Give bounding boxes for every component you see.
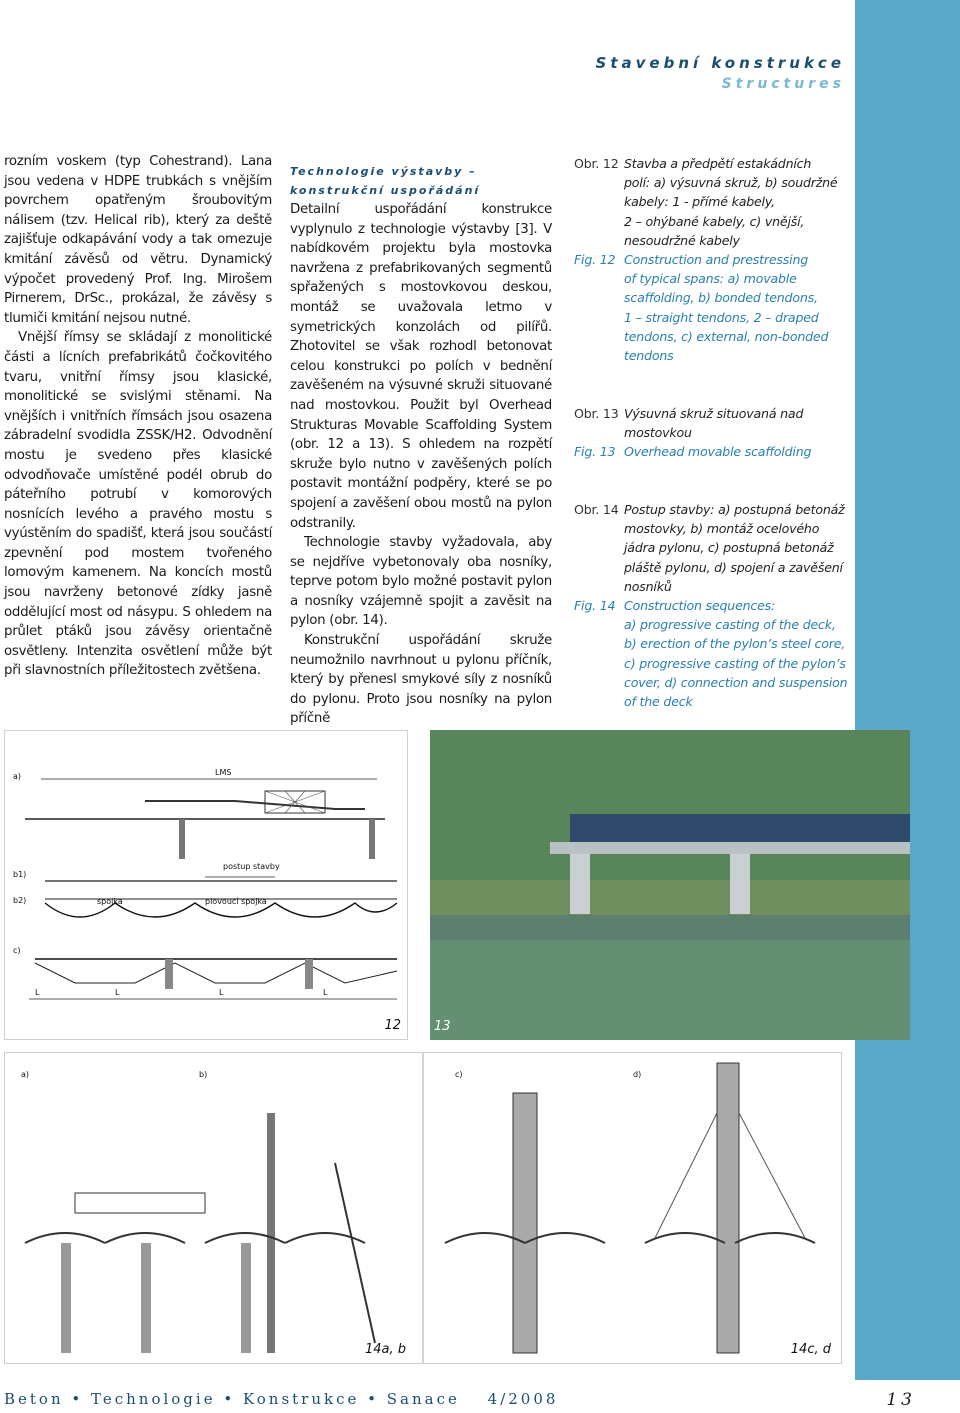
journal-name	[4, 1390, 558, 1408]
fig12-tendon-external	[35, 963, 397, 983]
fig12-label-b2: b2)	[13, 896, 27, 905]
section-title-en: Structures	[721, 76, 845, 92]
caption-label: Obr. 12	[574, 156, 619, 171]
caption-text: cover, d) connection and suspension	[624, 674, 848, 690]
caption-text: of the deck	[624, 694, 693, 710]
fig12-label-L: L	[219, 988, 224, 997]
fig13-reflection	[430, 940, 910, 1040]
fig14-label-d: d)	[633, 1070, 642, 1079]
fig14-a-deck	[25, 1233, 185, 1243]
caption-text: Construction and prestressing	[624, 252, 809, 268]
fig13-bank	[430, 880, 910, 920]
caption-fig-13	[574, 404, 854, 462]
caption-text: 1 – straight tendons, 2 – draped	[624, 309, 819, 325]
caption-label: Obr. 14	[574, 502, 619, 517]
fig14-b-pier	[241, 1243, 251, 1353]
fig12-label-L: L	[35, 988, 40, 997]
fig12-label-L: L	[323, 988, 328, 997]
fig14-svg	[5, 1053, 841, 1363]
caption-text: 2 – ohýbané kabely, c) vnější,	[624, 213, 805, 229]
fig12-label-postup: postup stavby	[223, 862, 280, 871]
fig12-label-lms: LMS	[215, 768, 232, 777]
caption-text: of typical spans: a) movable	[624, 271, 797, 287]
caption-text: nosníků	[624, 578, 672, 594]
col2-paragraph-1: Detailní uspořádání konstrukce vyplynulo z technologie výstavby [3]. V nabídkovém projektu byla mostovka navržena z prefabrikovaných segmentů spřažených s mostovkovou deskou, montáž se uvažovala letmo v symetrických konzolách od pilířů. Zhotovitel se však rozhodl betonovat celou konstrukci po polích v bednění zavěšeném na výsuvné skruži situované nad mostovkou. Použit byl Overhead Strukturas Movable Scaffolding System (obr. 12 a 13). S ohledem na rozpětí skruže bylo nutno v zavěšených polích postavit montážní podpěry, které se po spojení a zavěšení obou mostů na pylon odstranily.	[290, 202, 552, 531]
fig14-a-scaffold	[75, 1193, 205, 1213]
section-heading-line-2: konstrukční uspořádání	[290, 184, 481, 197]
fig14-number-ab: 14a, b	[365, 1342, 407, 1357]
fig12-pier	[369, 819, 375, 859]
fig13-scaffold	[570, 814, 910, 844]
fig14-label-b: b)	[199, 1070, 208, 1079]
fig12-label-b1: b1)	[13, 870, 27, 879]
fig14-d-cable	[655, 1113, 717, 1238]
fig13-pier	[570, 854, 590, 914]
caption-text: jádra pylonu, c) postupná betonáž	[624, 540, 834, 556]
fig12-label-spojka: spojka	[97, 897, 123, 906]
caption-text: pláště pylonu, d) spojení a zavěšení	[624, 559, 843, 575]
caption-text: b) erection of the pylon’s steel core,	[624, 636, 846, 652]
caption-text: tendons	[624, 348, 674, 364]
journal-title: Beton • Technologie • Konstrukce • Sanace	[4, 1390, 460, 1408]
caption-text: Postup stavby: a) postupná betonáž	[624, 502, 845, 517]
caption-text: nesoudržné kabely	[624, 232, 740, 248]
fig12-svg	[5, 731, 407, 1039]
fig12-label-a: a)	[13, 772, 22, 781]
caption-text: Construction sequences:	[624, 598, 776, 614]
side-stripe	[855, 0, 960, 1380]
caption-text: mostovky, b) montáž ocelového	[624, 521, 820, 537]
fig12-label-L: L	[115, 988, 120, 997]
text-column-1	[4, 152, 272, 681]
caption-label: Fig. 14	[574, 598, 616, 614]
fig12-pier	[179, 819, 185, 859]
fig14-a-pier	[61, 1243, 71, 1353]
caption-text: Overhead movable scaffolding	[624, 444, 812, 460]
fig12-pier-c	[305, 959, 313, 989]
fig13-deck	[550, 842, 910, 854]
caption-label: Obr. 13	[574, 406, 619, 421]
caption-text: tendons, c) external, non-bonded	[624, 328, 829, 344]
figure-14-drawing	[4, 1052, 842, 1364]
fig13-number: 13	[434, 1019, 451, 1034]
fig12-scaffold-girder	[145, 801, 365, 809]
fig12-scaffold-bracing	[265, 791, 325, 813]
figure-13-photo	[430, 730, 910, 1040]
fig14-d-cable	[739, 1113, 805, 1238]
fig14-d-pylon	[717, 1063, 739, 1353]
col1-paragraph-2: Vnější římsy se skládají z monolitické části a lícních prefabrikátů čočkovitého tvaru, vnitřní římsy jsou klasické, monolitické se svislými stěnami. Na vnějších i vnitřních římsách jsou osazena zábradelní svodidla ZSSK/H2. Odvodnění mostu je svedeno přes klasické odvodňovače umístěné podél obrub do páteřního potrubí v komorových nosnících levého a pravého mostu s vyústěním do spadišť, která jsou součástí zpevnění pod mostem tvořeného lomovým kamenem. Na koncích mostů jsou navrženy betonové zídky jasně oddělující most od násypu. S ohledem na průlet ptáků jsou závěsy orientačně osvětleny. Intenzita osvětlení může být při slavnostních příležitostech zvětšena.	[4, 330, 272, 679]
journal-issue: 4/2008	[487, 1390, 559, 1408]
col2-paragraph-3: Konstrukční uspořádání skruže neumožnilo navrhnout u pylonu příčník, který by přenesl smykové síly z nosníků do pylonu. Proto jsou nosníky na pylon příčně	[290, 633, 552, 727]
caption-text: polí: a) výsuvná skruž, b) soudržné	[624, 175, 838, 191]
fig14-c-pylon	[513, 1093, 537, 1353]
fig12-number: 12	[384, 1018, 401, 1033]
caption-text: scaffolding, b) bonded tendons,	[624, 290, 818, 306]
caption-fig-12	[574, 154, 854, 365]
fig13-svg	[430, 730, 910, 1040]
fig13-trees	[430, 730, 910, 890]
caption-text: c) progressive casting of the pylon’s	[624, 655, 846, 671]
caption-text: kabely: 1 - přímé kabely,	[624, 194, 775, 210]
page-footer	[0, 1390, 960, 1413]
section-heading	[290, 162, 552, 200]
text-column-2	[290, 162, 552, 729]
fig14-b-crane	[335, 1163, 375, 1343]
fig13-pier	[730, 854, 750, 914]
fig14-b-steel-core	[267, 1113, 275, 1353]
caption-text: a) progressive casting of the deck,	[624, 617, 836, 633]
fig14-number-cd: 14c, d	[790, 1342, 831, 1357]
caption-text: mostovkou	[624, 425, 692, 441]
fig14-b-deck	[205, 1233, 365, 1243]
fig14-label-a: a)	[21, 1070, 30, 1079]
fig14-a-pier	[141, 1243, 151, 1353]
page-number: 13	[886, 1390, 916, 1410]
fig12-label-plovouci: plovoucí spojka	[205, 897, 267, 906]
col1-paragraph-1: rozním voskem (typ Cohestrand). Lana jsou vedena v HDPE trubkách s vnějším povrchem opatřeným šroubovitým nálisem (tzv. Helical rib), který za deště zajišťuje odkapávání vody a tak omezuje kmitání závěsů od větru. Dynamický výpočet provedený Prof. Ing. Mirošem Pirnerem, DrSc., prokázal, že závěsy s tlumiči kmitání nejsou nutné.	[4, 154, 272, 326]
section-heading-line-1: Technologie výstavby –	[290, 165, 477, 178]
caption-label: Fig. 12	[574, 252, 616, 268]
caption-label: Fig. 13	[574, 444, 616, 460]
col2-paragraph-2: Technologie stavby vyžadovala, aby se nejdříve vybetonovaly oba nosníky, teprve potom bylo možné postavit pylon a nosníky vzájemně spojit a zavěsit na pylon (obr. 14).	[290, 535, 552, 629]
section-title-cz: Stavební konstrukce	[595, 54, 845, 72]
fig14-label-c: c)	[455, 1070, 463, 1079]
page-header	[0, 46, 855, 112]
figure-12-drawing	[4, 730, 408, 1040]
fig12-label-c: c)	[13, 946, 21, 955]
caption-text: Výsuvná skruž situovaná nad	[624, 406, 804, 421]
fig12-pier-c	[165, 959, 173, 989]
caption-text: Stavba a předpětí estakádních	[624, 156, 812, 171]
caption-fig-14	[574, 500, 854, 711]
